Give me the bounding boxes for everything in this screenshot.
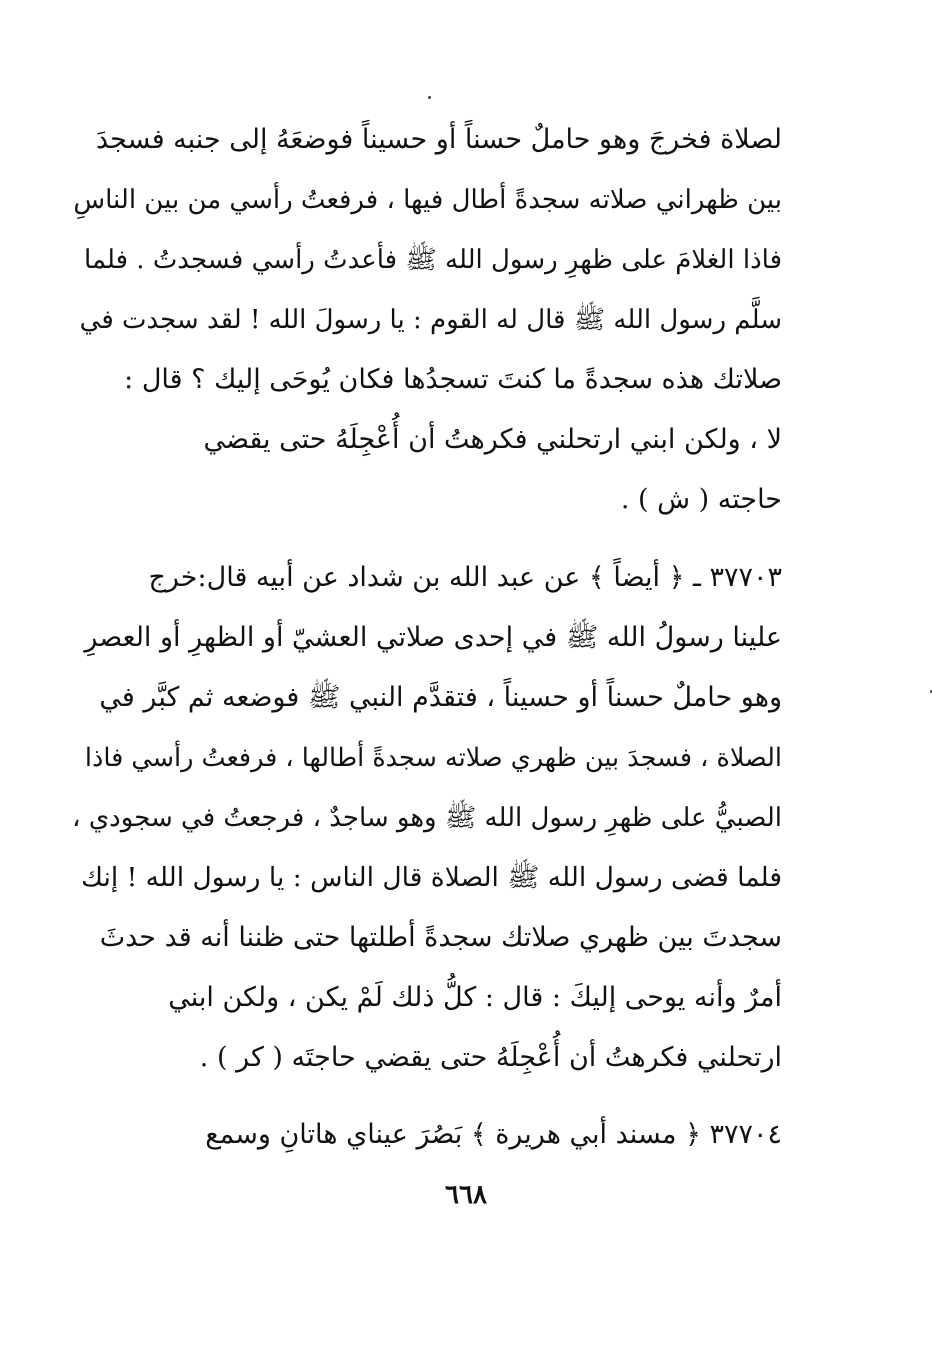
text-line-last: حاجته ( ش ) .: [620, 484, 782, 515]
text-line: علينا رسولُ الله ﷺ في إحدى صلاتي العشيّ أو الظهرِ أو العصرِ: [84, 622, 782, 653]
hadith-paragraph-37704: [72, 1105, 782, 1165]
text-line: صلاتك هذه سجدةً ما كنتَ تسجدُها فكان يُوحَى إليك ؟ قال :: [124, 364, 782, 395]
text-line: وهو حاملٌ حسناً أو حسيناً ، فتقدَّم النبي ﷺ فوضعه ثم كبَّر في: [99, 682, 782, 713]
text-line: بين ظهراني صلاته سجدةً أطال فيها ، فرفعتُ رأسي من بين الناسِ: [73, 185, 782, 215]
text-line: لصلاة فخرجَ وهو حاملٌ حسناً أو حسيناً فوضعَهُ إلى جنبه فسجدَ: [96, 124, 782, 155]
text-line: ٣٧٧٠٤ ﴿ مسند أبي هريرة ﴾ بَصُرَ عيناي هاتانِ وسمع: [205, 1119, 782, 1150]
hadith-paragraph-continued: [72, 110, 782, 530]
text-line: ٣٧٧٠٣ ـ ﴿ أيضاً ﴾ عن عبد الله بن شداد عن أبيه قال:خرج: [148, 562, 782, 593]
text-line: سلَّم رسول الله ﷺ قال له القوم : يا رسولَ الله ! لقد سجدت في: [79, 305, 782, 335]
text-line: أمرٌ وأنه يوحى إليكَ : قال : كلُّ ذلك لَمْ يكن ، ولكن ابني: [168, 982, 782, 1013]
ink-speck: [428, 96, 431, 99]
text-line: فلما قضى رسول الله ﷺ الصلاة قال الناس : يا رسول الله ! إنك: [81, 862, 782, 893]
page-number: ٦٦٨: [445, 1180, 487, 1210]
text-line: الصلاة ، فسجدَ بين ظهري صلاته سجدةً أطالها ، فرفعتُ رأسي فاذا: [84, 743, 782, 773]
hadith-paragraph-37703: [72, 548, 782, 1088]
text-line: فاذا الغلامَ على ظهرِ رسول الله ﷺ فأعدتُ رأسي فسجدتُ . فلما: [84, 245, 782, 275]
text-line: سجدتَ بين ظهري صلاتك سجدةً أطلتها حتى ظننا أنه قد حدثَ: [99, 922, 782, 953]
text-line-last: ارتحلني فكرهتُ أن أُعْجِلَهُ حتى يقضي حاجتَه ( كر ) .: [199, 1042, 782, 1073]
text-line: لا ، ولكن ابني ارتحلني فكرهتُ أن أُعْجِلَهُ حتى يقضي: [203, 424, 782, 455]
text-line: الصبيُّ على ظهرِ رسول الله ﷺ وهو ساجدٌ ، فرجعتُ في سجودي ،: [72, 803, 782, 833]
